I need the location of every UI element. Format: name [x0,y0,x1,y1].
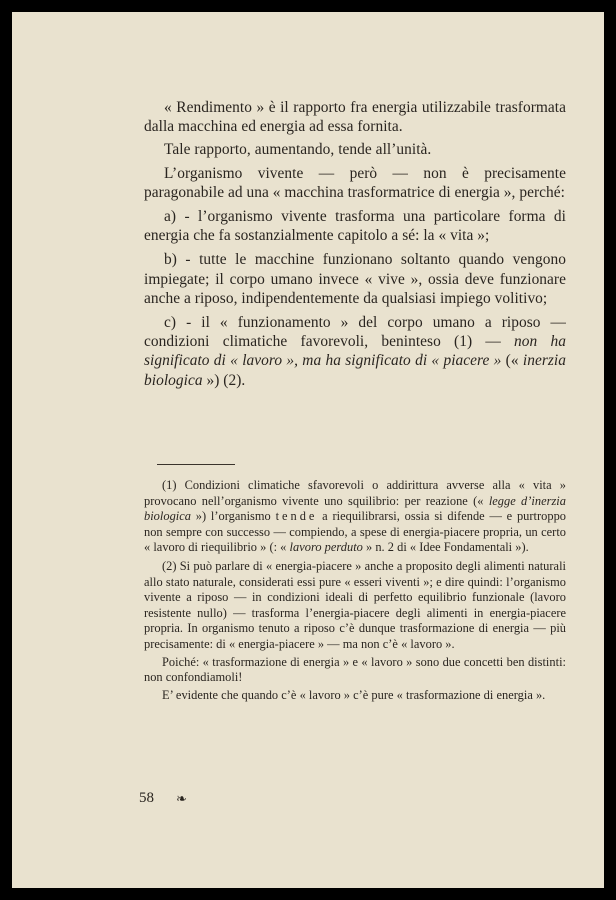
point-c-open: (« [501,352,523,370]
footnote-1 [144,478,566,556]
point-c-close: ») (2). [202,371,246,389]
point-c-inerzia: inerzia biologica [144,352,566,389]
footnote-1-mid: ») l’organismo [190,509,276,524]
ornament-icon: ❧ [176,792,187,807]
footnote-divider [157,464,235,465]
paragraph-point-c [144,313,566,390]
point-c-text: c) - il « funzionamento » del corpo umano a riposo — condizioni climatiche favorevoli, beninteso (1) — [144,314,566,351]
footnotes [144,478,566,705]
footnote-1-rest: a riequilibrarsi, ossia si difende — e purtroppo non sempre con successo — compiendo, a spese di energia-piacere propria, un certo « lavoro di riequilibrio » (: « [144,509,567,555]
footnote-2-poiche: Poiché: « trasformazione di energia » e « lavoro » sono due concetti ben distinti: non confondiamoli! [144,654,566,685]
main-text [144,98,566,394]
footnote-1-tende: tende [275,509,318,524]
point-c-italic: non ha significato di « lavoro », ma ha significato di « piacere » [144,333,567,370]
page-number: 58 [139,790,154,806]
footnote-1-italic: legge d’inerzia biologica [144,493,566,524]
footnote-2-evidente: E’ evidente che quando c’è « lavoro » c’è pure « trasformazione di energia ». [162,687,546,702]
paragraph-organismo: L’organismo vivente — però — non è precisamente paragonabile ad una « macchina trasformatrice di energia », perché: [144,164,566,201]
paragraph-point-b: b) - tutte le macchine funzionano soltanto quando vengono impiegate; il corpo umano invece « vive », ossia deve funzionare anche a riposo, indipendentemente da qualsiasi impiego volitivo; [144,251,566,307]
paragraph-rapporto: Tale rapporto, aumentando, tende all’unità. [164,141,432,159]
book-page [12,12,604,888]
footnote-1-lavoro-perduto: lavoro perduto [289,540,363,555]
footnote-2: (2) Si può parlare di « energia-piacere » anche a proposito degli alimenti naturali allo stato naturale, considerati essi pure « esseri viventi »; e dire quindi: l’organismo vivente a riposo — in condizioni ideali di perfetto equilibrio funzionale (lavoro resistente nullo) — trasforma l’energia-piacere degli alimenti in energia-piacere propria. In organismo tenuto a riposo c’è dunque trasformazione di energia — più precisamente: di « energia-piacere » — ma non c’è « lavoro ». [144,558,566,651]
footnote-1-text: (1) Condizioni climatiche sfavorevoli o addirittura avverse alla « vita » provocano nell’organismo vivente uno squilibrio: per reazione (« [144,478,566,508]
paragraph-rendimento: « Rendimento » è il rapporto fra energia utilizzabile trasformata dalla macchina ed energia ad essa fornita. [144,99,566,136]
paragraph-point-a: a) - l’organismo vivente trasforma una particolare forma di energia che fa sostanzialmente capitolo a sé: la « vita »; [144,208,566,245]
footnote-1-end: » n. 2 di « Idee Fondamentali »). [362,540,529,555]
